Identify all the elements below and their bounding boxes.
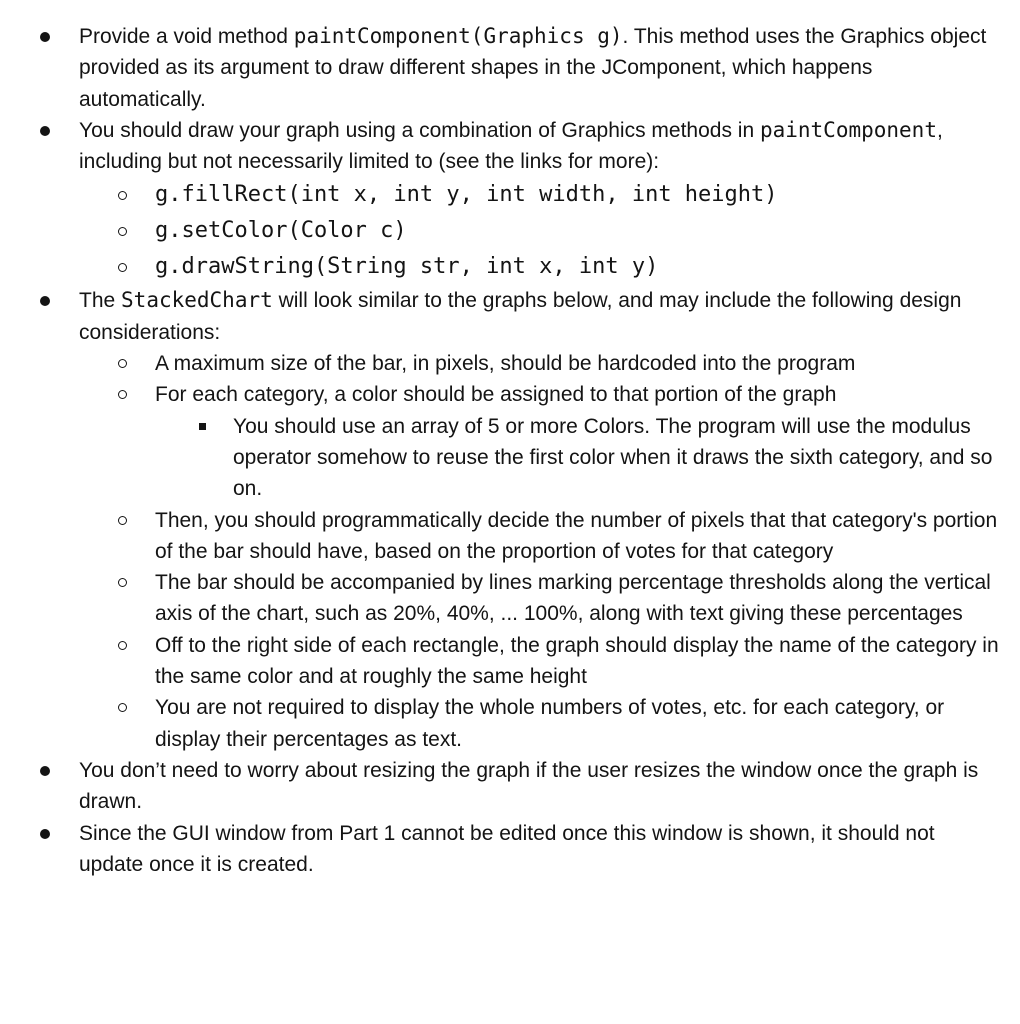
filled-square-bullet-icon — [199, 423, 206, 430]
item-text: You should draw your graph using a combination of Graphics methods in — [79, 118, 760, 142]
hollow-circle-bullet-icon — [118, 516, 127, 525]
item-text: Provide a void method — [79, 25, 294, 48]
list-item-resizing — [0, 755, 1004, 818]
list-item-stacked-chart — [0, 285, 1004, 348]
code-line: g.fillRect(int x, int y, int width, int height) — [155, 182, 778, 208]
list-item-setcolor — [0, 213, 1007, 249]
filled-circle-bullet-icon — [40, 126, 50, 136]
document-body — [0, 21, 1020, 880]
code-snippet: paintComponent(Graphics g) — [293, 24, 623, 48]
code-line: g.drawString(String str, int x, int y) — [155, 254, 659, 280]
item-text: will look similar to the graphs below, and may include the following design considerations: — [79, 289, 962, 344]
list-item-not-required — [0, 692, 1007, 755]
list-item-category-label — [0, 630, 1007, 693]
filled-circle-bullet-icon — [40, 766, 50, 776]
item-text: You should use an array of 5 or more Colors. The program will use the modulus operator somehow to reuse the first color when it draws the sixth category, and so on. — [233, 414, 993, 501]
item-text: The bar should be accompanied by lines marking percentage thresholds along the vertical axis of the chart, such as 20%, 40%, ... 100%, along with text giving these percentages — [155, 571, 991, 626]
list-item-no-update — [0, 818, 1004, 881]
item-text: The — [79, 289, 122, 313]
item-text: Then, you should programmatically decide the number of pixels that that category's portion of the bar should have, based on the proportion of votes for that category — [155, 508, 998, 563]
item-text: You don’t need to worry about resizing the graph if the user resizes the window once the graph is drawn. — [79, 758, 979, 814]
item-text: Off to the right side of each rectangle, the graph should display the name of the category in the same color and at roughly the same height — [155, 633, 999, 689]
code-snippet: StackedChart — [121, 288, 273, 313]
list-item-max-size — [0, 348, 1007, 379]
list-item-threshold-lines — [0, 567, 1007, 630]
code-line: g.setColor(Color c) — [155, 218, 407, 244]
list-item-category-color — [0, 379, 1007, 410]
item-text: , including but not necessarily limited to (see the links for more): — [79, 118, 943, 174]
item-text: . This method uses the Graphics object provided as its argument to draw different shapes in the JComponent, which happens automatically. — [79, 25, 987, 111]
item-text: A maximum size of the bar, in pixels, should be hardcoded into the program — [155, 352, 856, 376]
list-item-pixels — [0, 505, 1007, 568]
hollow-circle-bullet-icon — [118, 390, 127, 399]
list-item-graphics-methods — [0, 115, 1004, 178]
item-text: For each category, a color should be assigned to that portion of the graph — [155, 383, 837, 407]
hollow-circle-bullet-icon — [118, 578, 127, 587]
code-snippet: paintComponent — [759, 117, 937, 142]
hollow-circle-bullet-icon — [118, 263, 127, 272]
list-item-drawstring — [0, 249, 1007, 285]
list-item-color-array — [0, 411, 1008, 505]
hollow-circle-bullet-icon — [118, 359, 127, 368]
item-text: You are not required to display the whole numbers of votes, etc. for each category, or display their percentages as text. — [155, 696, 945, 751]
item-text: Since the GUI window from Part 1 cannot be edited once this window is shown, it should not update once it is created. — [79, 821, 935, 876]
filled-circle-bullet-icon — [40, 296, 50, 306]
filled-circle-bullet-icon — [40, 32, 50, 42]
hollow-circle-bullet-icon — [118, 703, 127, 712]
list-item-fillrect — [0, 177, 1007, 213]
hollow-circle-bullet-icon — [118, 641, 127, 650]
filled-circle-bullet-icon — [40, 829, 50, 839]
hollow-circle-bullet-icon — [118, 227, 127, 236]
list-item-paint-component — [0, 21, 1004, 115]
hollow-circle-bullet-icon — [118, 191, 127, 200]
